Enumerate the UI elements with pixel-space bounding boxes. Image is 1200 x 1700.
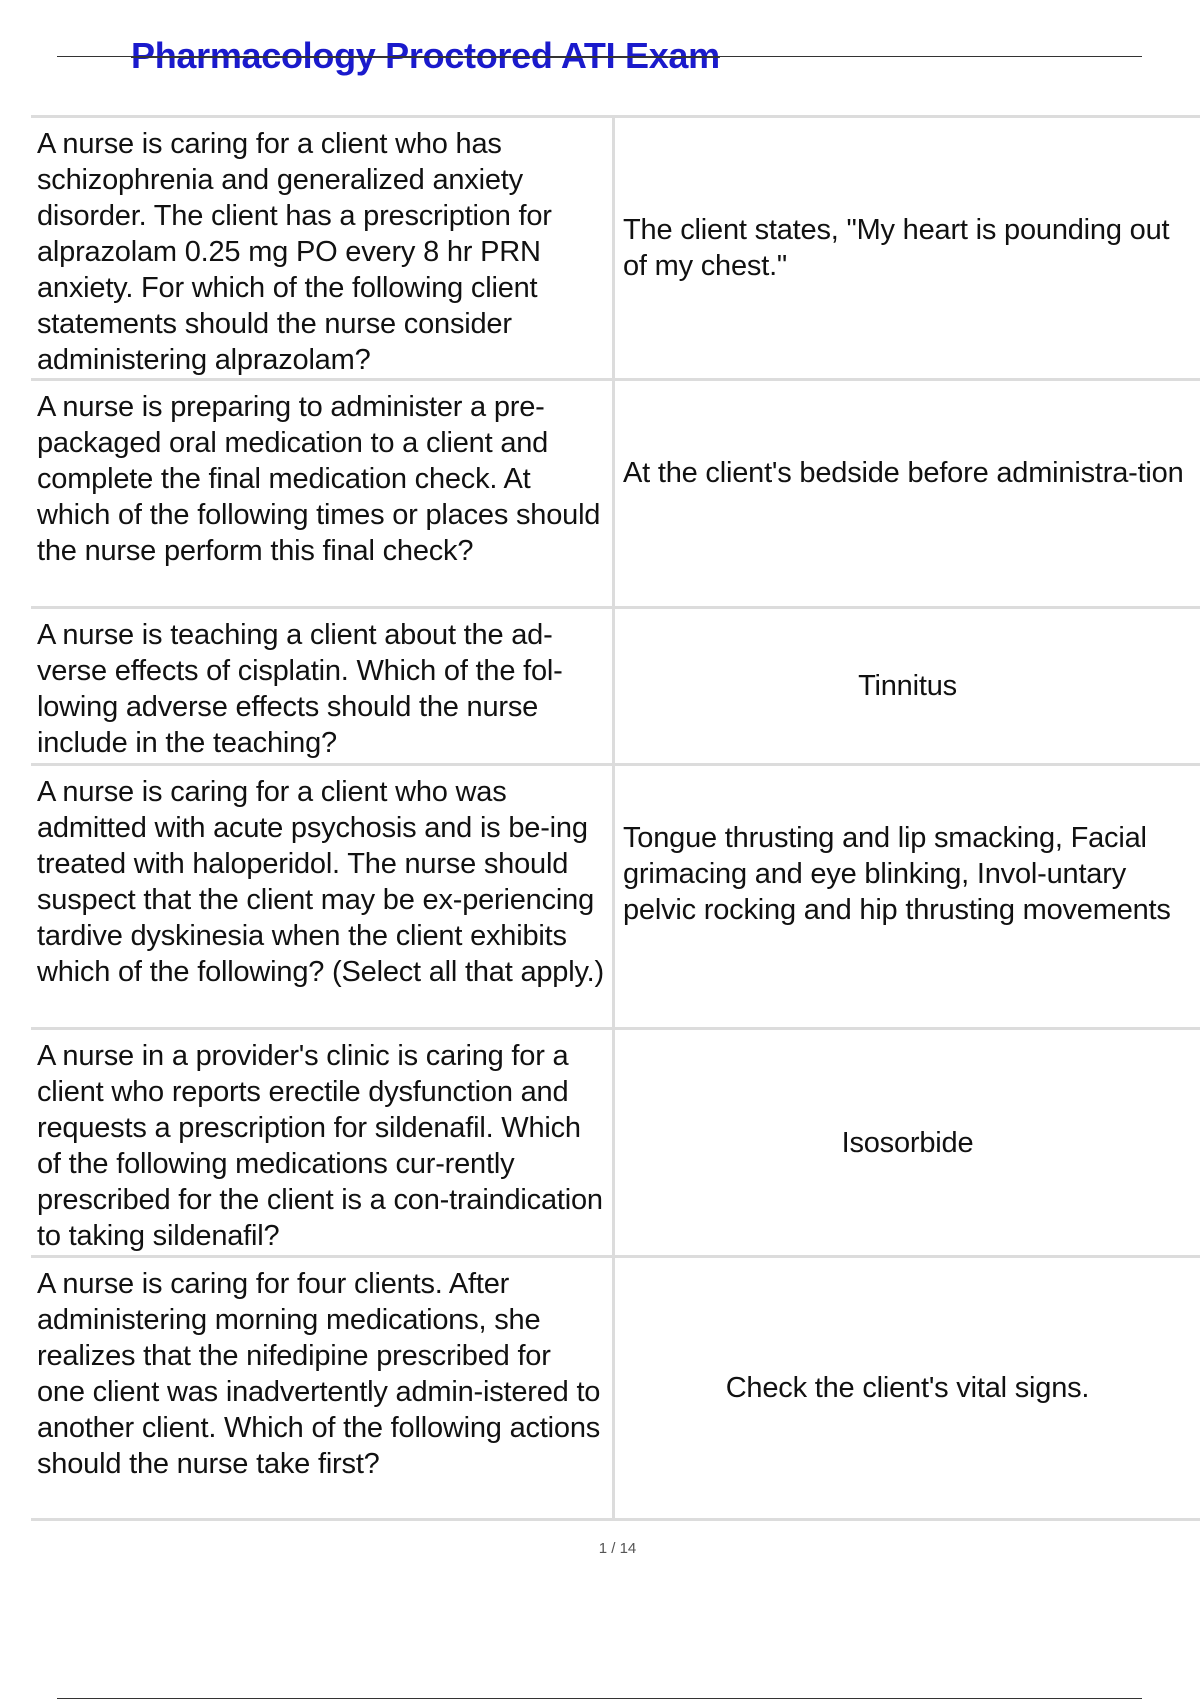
question-cell: A nurse is caring for a client who has schizophrenia and generalized anxiety disorder. The client has a prescription for alprazolam 0.25 mg PO every 8 hr PRN anxiety. For which of the following client statements should the nurse consider administering alprazolam? [31,118,615,378]
question-cell: A nurse is teaching a client about the ad-verse effects of cisplatin. Which of the fol-lowing adverse effects should the nurse include in the teaching? [31,609,615,763]
qa-row [31,609,1200,766]
answer-cell [615,1030,1200,1255]
answer-cell [615,1258,1200,1518]
question-cell: A nurse is caring for four clients. After administering morning medications, she realizes that the nifedipine prescribed for one client was inadvertently admin-istered to another client. Which of the following actions should the nurse take first? [31,1258,615,1518]
question-cell: A nurse is preparing to administer a pre-packaged oral medication to a client and complete the final medication check. At which of the following times or places should the nurse perform this final check? [31,381,615,606]
question-cell: A nurse in a provider's clinic is caring for a client who reports erectile dysfunction and requests a prescription for sildenafil. Which of the following medications cur-rently prescribed for the client is a con-traindication to taking sildenafil? [31,1030,615,1255]
answer-text: Tinnitus [858,670,957,702]
question-cell: A nurse is caring for a client who was admitted with acute psychosis and is be-ing treated with haloperidol. The nurse should suspect that the client may be ex-periencing tardive dyskinesia when the client exhibits which of the following? (Select all that apply.) [31,766,615,1027]
answer-text: Check the client's vital signs. [725,1372,1090,1404]
bottom-rule [57,1698,1142,1699]
document-title: Pharmacology Proctored ATI Exam [131,35,720,76]
qa-table [31,115,1200,1521]
answer-text: Isosorbide [841,1126,974,1159]
qa-row [31,1030,1200,1258]
qa-row [31,1258,1200,1521]
answer-cell [615,609,1200,763]
answer-text: Tongue thrusting and lip smacking, Facial grimacing and eye blinking, Invol-untary pelvic rocking and hip thrusting movements [623,822,1171,926]
answer-text: At the client's bedside before administra-tion [623,457,1184,489]
qa-row [31,381,1200,609]
answer-cell [615,766,1200,1027]
qa-row [31,118,1200,381]
answer-cell [615,118,1200,378]
answer-text: The client states, "My heart is pounding out of my chest." [623,214,1170,282]
answer-cell [615,381,1200,606]
qa-row [31,766,1200,1030]
page-indicator: 1 / 14 [598,1540,637,1557]
